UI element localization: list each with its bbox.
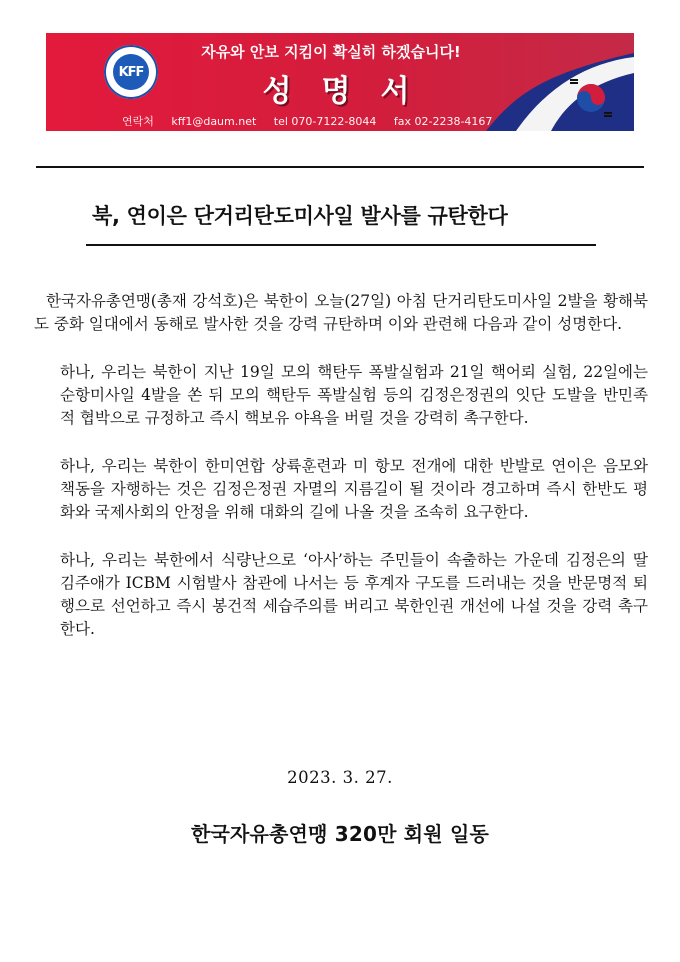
- list-item: 하나, 우리는 북한이 한미연합 상륙훈련과 미 항모 전개에 대한 반발로 연이은 음모와 책동을 자행하는 것은 김정은정권 자멸의 지름길이 될 것이라 경고하며 즉시 한반도 평화와 국제사회의 안정을 위해 대화의 길에 나올 것을 조속히 요구한다.: [60, 457, 648, 521]
- contact-fax: fax 02-2238-4167: [393, 115, 493, 128]
- statement-date: 2023. 3. 27.: [287, 768, 393, 787]
- contact-email: kff1@daum.net: [171, 115, 257, 128]
- contact-label: 연락처: [122, 115, 154, 128]
- kff-logo: [104, 45, 158, 99]
- kff-logo-text: KFF: [113, 54, 149, 90]
- headline-underline: [86, 244, 596, 246]
- intro-paragraph: 한국자유총연맹(총재 강석호)은 북한이 오늘(27일) 아침 단거리탄도미사일 2발을 황해북도 중화 일대에서 동해로 발사한 것을 강력 규탄하며 이와 관련해 다음과 같이 성명한다.: [34, 292, 648, 333]
- contact-tel: tel 070-7122-8044: [273, 115, 377, 128]
- statement-headline: 북, 연이은 단거리탄도미사일 발사를 규탄한다: [92, 204, 508, 228]
- list-item: 하나, 우리는 북한에서 식량난으로 ‘아사’하는 주민들이 속출하는 가운데 김정은의 딸 김주애가 ICBM 시험발사 참관에 나서는 등 후계자 구도를 드러내는 것을 반문명적 퇴행으로 선언하고 즉시 봉건적 세습주의를 버리고 북한인권 개선에 나설 것을 강력 촉구한다.: [60, 551, 648, 638]
- signature: 한국자유총연맹 320만 회원 일동: [190, 822, 490, 846]
- list-item: 하나, 우리는 북한이 지난 19일 모의 핵탄두 폭발실험과 21일 핵어뢰 실험, 22일에는 순항미사일 4발을 쏜 뒤 모의 핵탄두 폭발실험 등의 김정은정권의 잇단 도발을 반민족적 협박으로 규정하고 즉시 핵보유 야욕을 버릴 것을 강력히 촉구한다.: [60, 363, 648, 427]
- top-divider: [36, 166, 644, 168]
- banner-slogan: 자유와 안보 지킴이 확실히 하겠습니다!: [201, 43, 461, 61]
- taegeuk-icon: [569, 76, 613, 120]
- statement-body: [34, 290, 648, 666]
- header-banner: [46, 33, 634, 131]
- banner-title: 성명서: [262, 74, 440, 109]
- contact-info: [122, 113, 506, 129]
